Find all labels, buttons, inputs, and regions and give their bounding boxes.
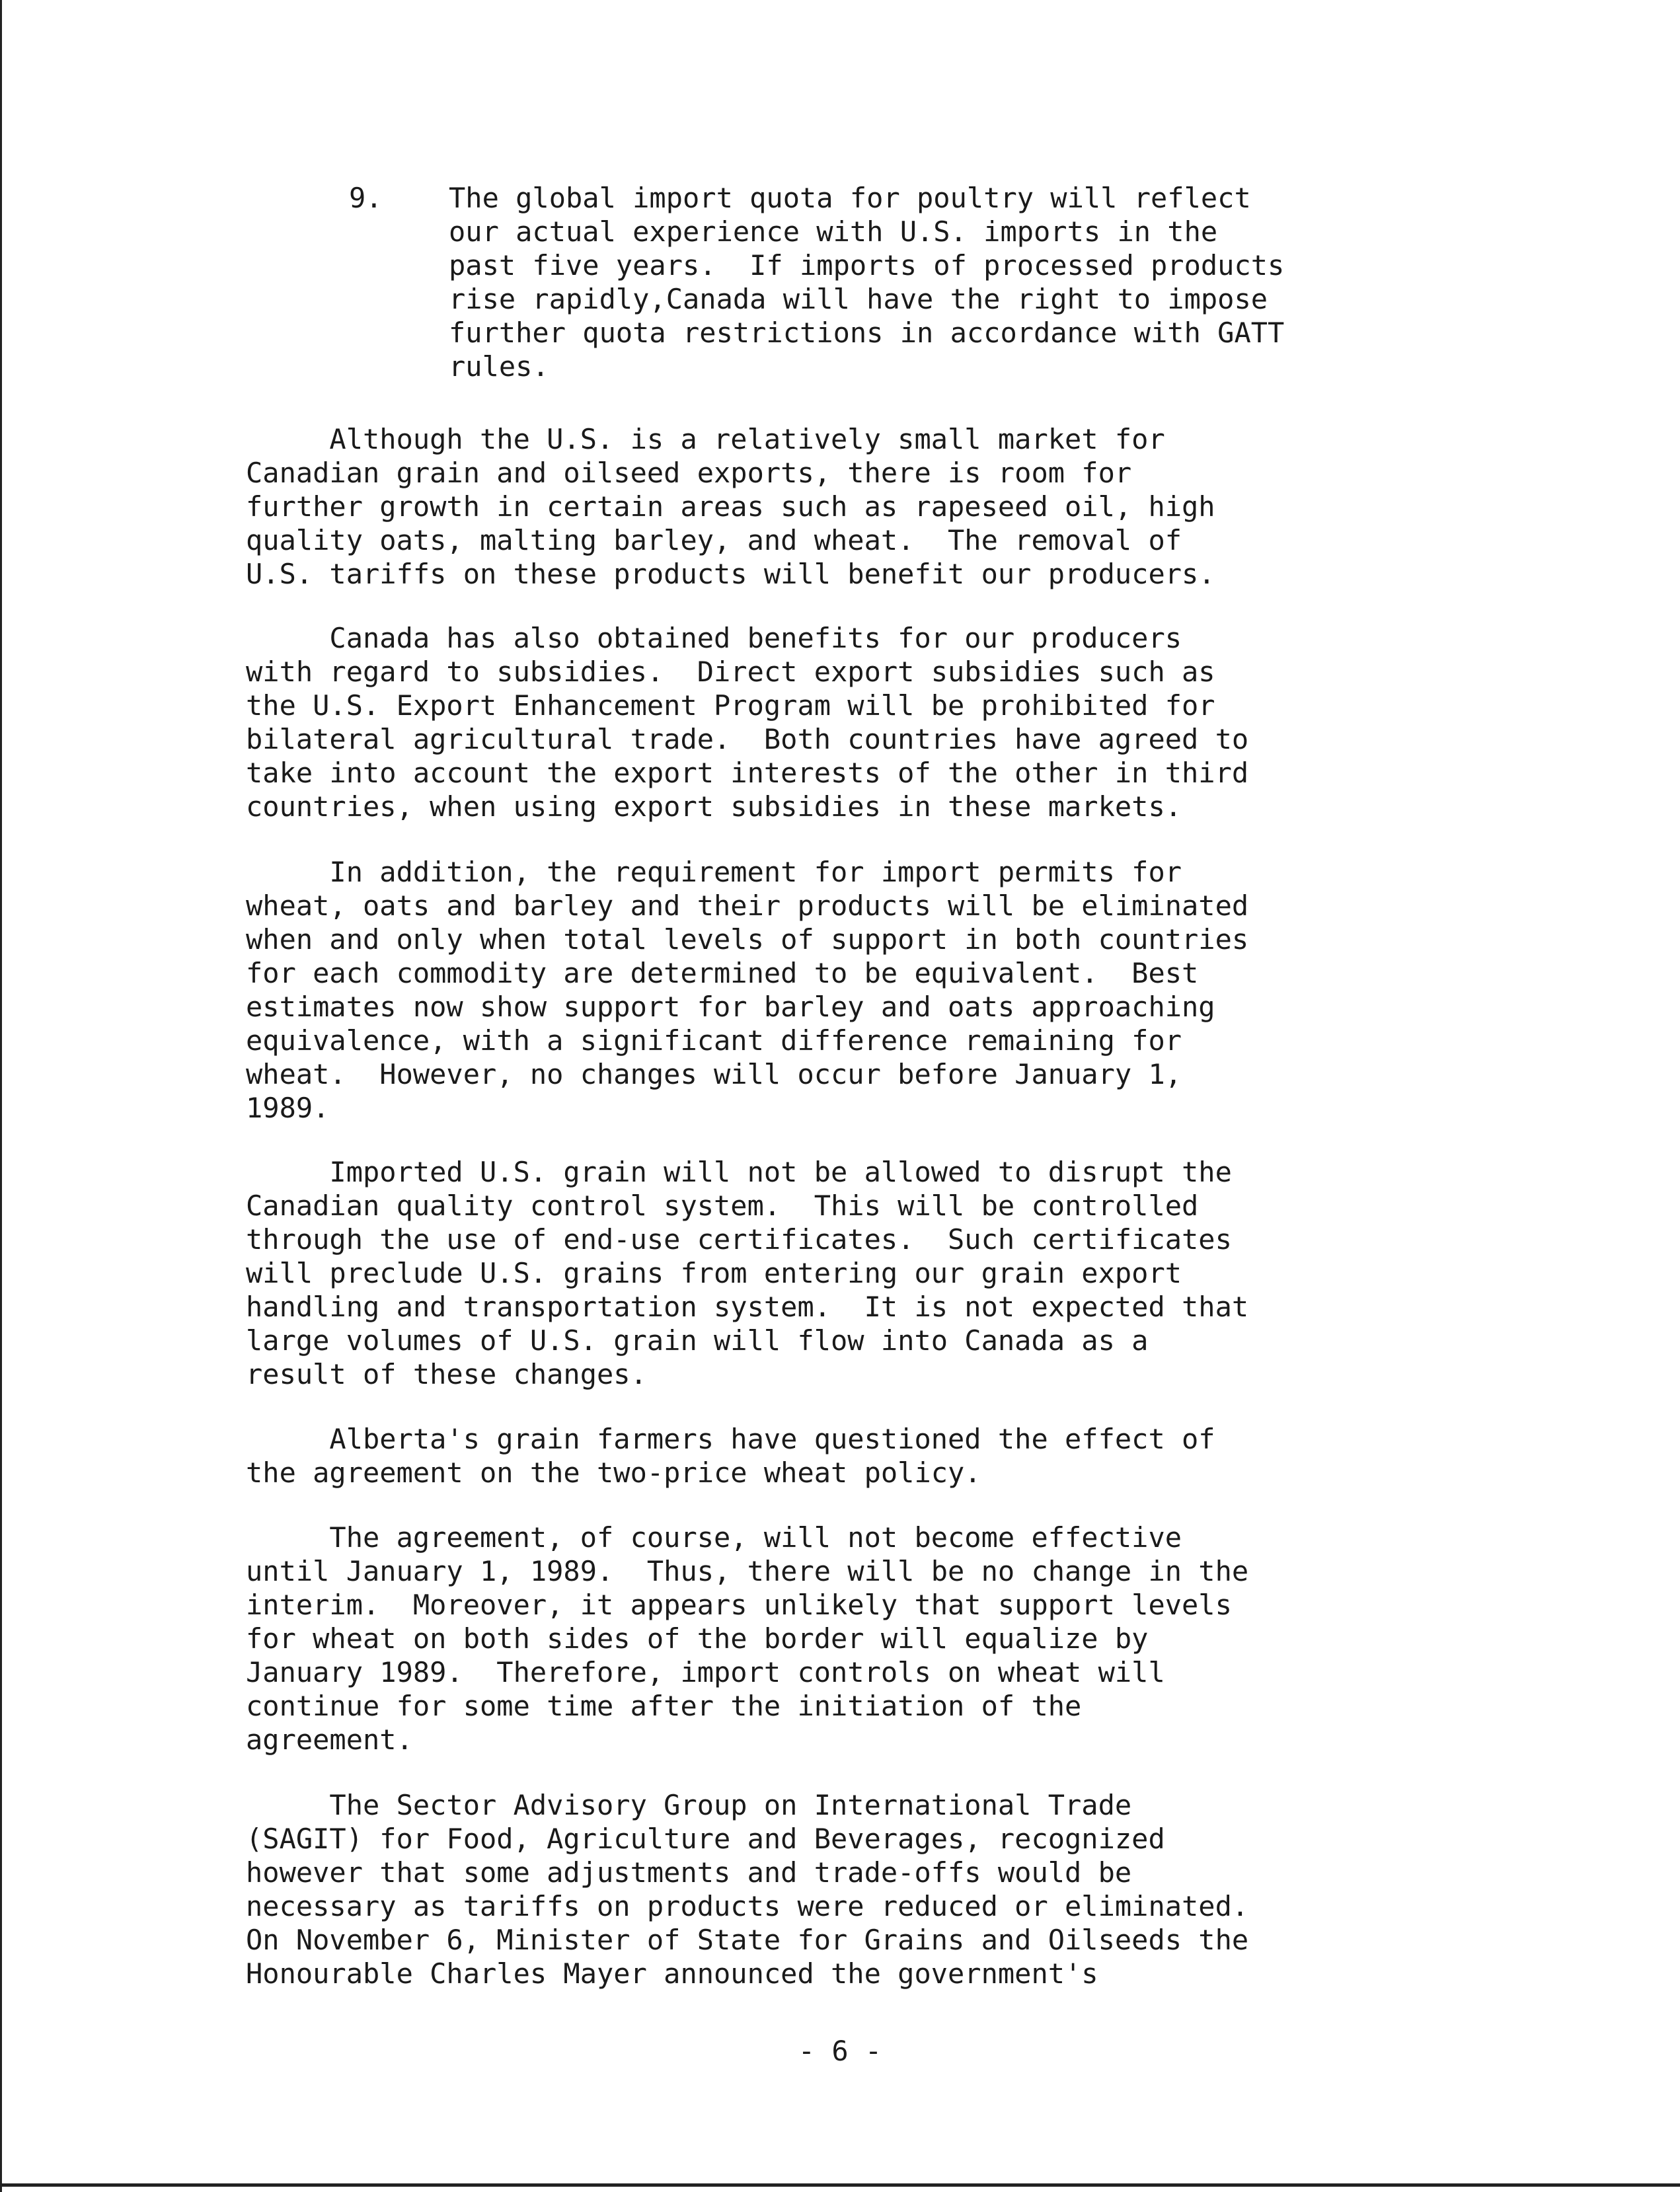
text-line: continue for some time after the initiation of the xyxy=(246,1690,1082,1722)
paragraph-effective-date xyxy=(246,1521,1502,1757)
text-line: with regard to subsidies. Direct export subsidies such as xyxy=(246,656,1215,688)
text-line: rise rapidly,Canada will have the right to impose xyxy=(449,283,1268,315)
text-line: through the use of end-use certificates. Such certificates xyxy=(246,1223,1232,1256)
text-line: Canadian quality control system. This will be controlled xyxy=(246,1190,1199,1222)
text-line: Although the U.S. is a relatively small market for xyxy=(246,423,1165,455)
text-line: Canadian grain and oilseed exports, there is room for xyxy=(246,457,1132,489)
text-line: take into account the export interests of the other in third xyxy=(246,757,1249,789)
text-line: further quota restrictions in accordance with GATT xyxy=(449,317,1285,349)
item-text xyxy=(449,181,1525,383)
text-line: for each commodity are determined to be equivalent. Best xyxy=(246,957,1199,989)
text-line: quality oats, malting barley, and wheat. The removal of xyxy=(246,524,1182,556)
text-line: our actual experience with U.S. imports in the xyxy=(449,215,1218,248)
paragraph-market xyxy=(246,422,1502,591)
text-line: Imported U.S. grain will not be allowed to disrupt the xyxy=(246,1156,1232,1188)
text-line: the U.S. Export Enhancement Program will be prohibited for xyxy=(246,689,1215,722)
text-line: (SAGIT) for Food, Agriculture and Beverages, recognized xyxy=(246,1823,1165,1855)
text-line: however that some adjustments and trade-offs would be xyxy=(246,1856,1132,1889)
paragraph-two-price-wheat xyxy=(246,1422,1502,1490)
text-line: rules. xyxy=(449,350,549,383)
text-line: Alberta's grain farmers have questioned the effect of xyxy=(246,1423,1215,1455)
text-line: interim. Moreover, it appears unlikely that support levels xyxy=(246,1589,1232,1621)
text-line: large volumes of U.S. grain will flow into Canada as a xyxy=(246,1324,1149,1357)
text-line: The Sector Advisory Group on International Trade xyxy=(246,1789,1132,1821)
text-line: will preclude U.S. grains from entering our grain export xyxy=(246,1257,1182,1289)
page-bottom-edge xyxy=(0,2183,1680,2187)
text-line: when and only when total levels of support in both countries xyxy=(246,923,1249,956)
text-line: The agreement, of course, will not become effective xyxy=(246,1521,1182,1554)
paragraph-import-permits xyxy=(246,855,1502,1125)
text-line: January 1989. Therefore, import controls on wheat will xyxy=(246,1656,1165,1688)
text-line: The global import quota for poultry will reflect xyxy=(449,182,1251,214)
page-number: - 6 - xyxy=(798,2035,882,2067)
text-line: past five years. If imports of processed products xyxy=(449,249,1285,282)
text-line: 1989. xyxy=(246,1092,330,1124)
text-line: Canada has also obtained benefits for our producers xyxy=(246,622,1182,654)
text-line: the agreement on the two-price wheat policy. xyxy=(246,1456,981,1489)
item-number: 9. xyxy=(349,182,383,214)
text-line: result of these changes. xyxy=(246,1358,647,1390)
text-line: for wheat on both sides of the border will equalize by xyxy=(246,1622,1149,1655)
text-line: On November 6, Minister of State for Grains and Oilseeds the xyxy=(246,1924,1249,1956)
paragraph-quality-control xyxy=(246,1155,1502,1391)
text-line: necessary as tariffs on products were reduced or eliminated. xyxy=(246,1890,1249,1922)
text-line: U.S. tariffs on these products will benefit our producers. xyxy=(246,558,1215,590)
text-line: bilateral agricultural trade. Both countries have agreed to xyxy=(246,723,1249,755)
text-line: handling and transportation system. It is not expected that xyxy=(246,1291,1249,1323)
paragraph-sagit xyxy=(246,1788,1502,1990)
text-line: agreement. xyxy=(246,1723,413,1756)
text-line: further growth in certain areas such as rapeseed oil, high xyxy=(246,490,1215,523)
text-line: countries, when using export subsidies in these markets. xyxy=(246,790,1182,823)
text-line: estimates now show support for barley and oats approaching xyxy=(246,991,1215,1023)
text-line: equivalence, with a significant difference remaining for xyxy=(246,1024,1182,1057)
paragraph-subsidies xyxy=(246,621,1502,823)
page-left-edge xyxy=(0,0,2,2192)
text-line: wheat. However, no changes will occur before January 1, xyxy=(246,1058,1182,1090)
text-line: Honourable Charles Mayer announced the government's xyxy=(246,1957,1098,1990)
text-line: until January 1, 1989. Thus, there will be no change in the xyxy=(246,1555,1249,1587)
text-line: wheat, oats and barley and their products will be eliminated xyxy=(246,889,1249,922)
text-line: In addition, the requirement for import permits for xyxy=(246,856,1182,888)
